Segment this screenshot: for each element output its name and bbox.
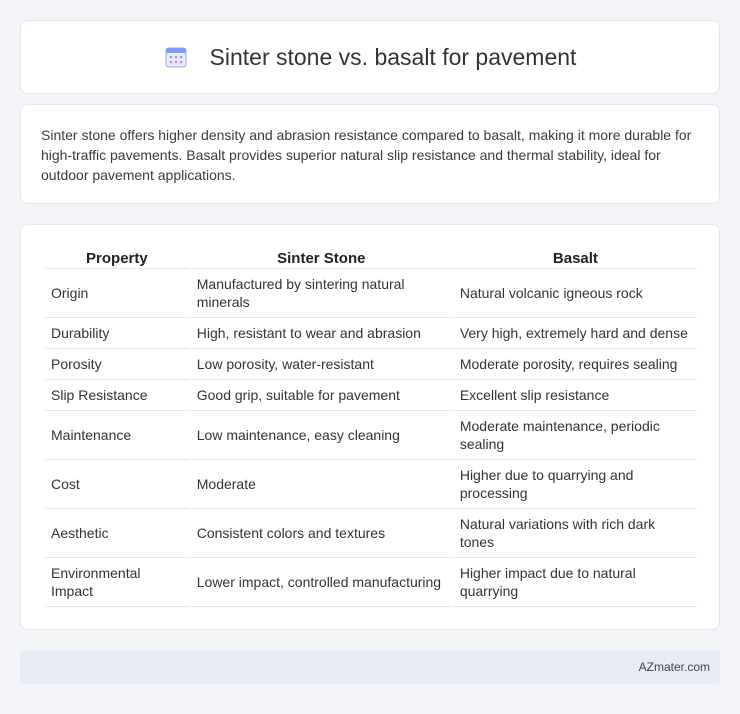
cell-basalt: Excellent slip resistance — [454, 380, 697, 411]
page-title: Sinter stone vs. basalt for pavement — [209, 43, 577, 70]
header-property: Property — [45, 245, 189, 269]
table-row — [45, 509, 697, 558]
cell-property: Environmental Impact — [45, 558, 189, 607]
calendar-icon — [164, 45, 188, 69]
cell-property: Slip Resistance — [45, 380, 189, 411]
table-row — [45, 411, 697, 460]
table-row — [45, 558, 697, 607]
cell-sinter-stone: Consistent colors and textures — [191, 509, 452, 558]
summary-card — [20, 104, 720, 204]
header-sinter-stone: Sinter Stone — [191, 245, 452, 269]
cell-sinter-stone: Lower impact, controlled manufacturing — [191, 558, 452, 607]
table-row — [45, 318, 697, 349]
cell-sinter-stone: High, resistant to wear and abrasion — [191, 318, 452, 349]
cell-sinter-stone: Moderate — [191, 460, 452, 509]
cell-basalt: Higher impact due to natural quarrying — [454, 558, 697, 607]
cell-property: Origin — [45, 269, 189, 318]
cell-basalt: Natural variations with rich dark tones — [454, 509, 697, 558]
footer-brand[interactable]: AZmater.com — [638, 660, 710, 674]
cell-property: Durability — [45, 318, 189, 349]
cell-basalt: Very high, extremely hard and dense — [454, 318, 697, 349]
cell-basalt: Higher due to quarrying and processing — [454, 460, 697, 509]
cell-sinter-stone: Good grip, suitable for pavement — [191, 380, 452, 411]
table-header-row — [45, 245, 697, 269]
cell-property: Porosity — [45, 349, 189, 380]
cell-basalt: Moderate porosity, requires sealing — [454, 349, 697, 380]
table-row — [45, 349, 697, 380]
table-row — [45, 460, 697, 509]
table-row — [45, 380, 697, 411]
cell-sinter-stone: Low maintenance, easy cleaning — [191, 411, 452, 460]
header-basalt: Basalt — [454, 245, 697, 269]
cell-basalt: Natural volcanic igneous rock — [454, 269, 697, 318]
cell-property: Cost — [45, 460, 189, 509]
title-card — [20, 20, 720, 94]
cell-property: Aesthetic — [45, 509, 189, 558]
cell-basalt: Moderate maintenance, periodic sealing — [454, 411, 697, 460]
comparison-table-card — [20, 224, 720, 630]
cell-sinter-stone: Manufactured by sintering natural minerals — [191, 269, 452, 318]
table-row — [45, 269, 697, 318]
cell-sinter-stone: Low porosity, water-resistant — [191, 349, 452, 380]
summary-text: Sinter stone offers higher density and abrasion resistance compared to basalt, making it more durable for high-traffic pavements. Basalt provides superior natural slip resistance and thermal stability, ideal for outdoor pavement applications. — [41, 127, 692, 183]
footer — [20, 650, 720, 684]
cell-property: Maintenance — [45, 411, 189, 460]
comparison-table — [43, 245, 699, 607]
